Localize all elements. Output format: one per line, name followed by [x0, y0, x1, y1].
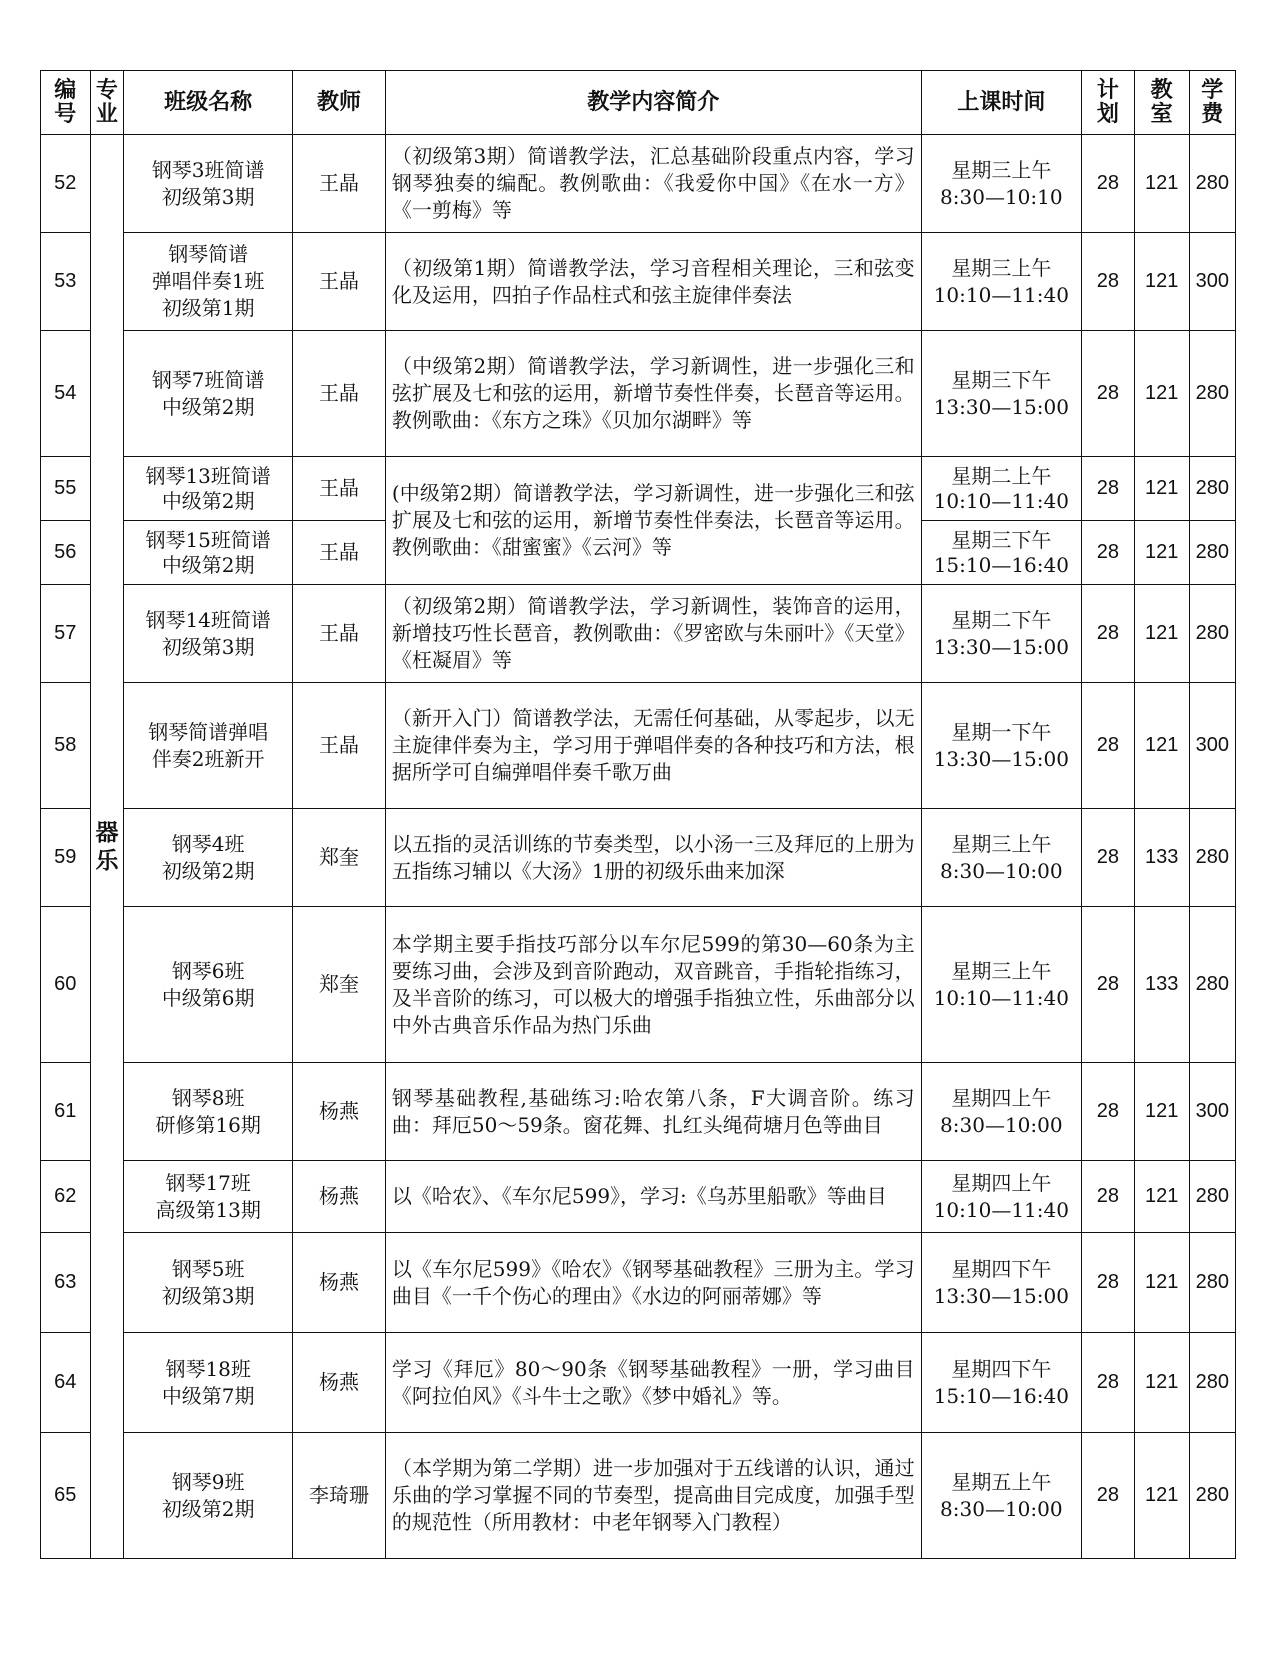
plan: 28: [1081, 135, 1134, 233]
header-plan: 计 划: [1081, 71, 1134, 135]
fee: 280: [1189, 907, 1235, 1063]
course-content: （初级第2期）简谱教学法，学习新调性，装饰音的运用，新增技巧性长琶音，教例歌曲：《罗密欧与朱丽叶》《天堂》《枉凝眉》等: [385, 585, 921, 683]
header-id: 编 号: [41, 71, 91, 135]
fee: 280: [1189, 809, 1235, 907]
teacher: 杨燕: [293, 1333, 386, 1433]
course-content: （初级第1期）简谱教学法，学习音程相关理论，三和弦变化及运用，四拍子作品柱式和弦主旋律伴奏法: [385, 233, 921, 331]
row-id: 64: [41, 1333, 91, 1433]
class-time: 星期二下午 13:30—15:00: [921, 585, 1081, 683]
header-time: 上课时间: [921, 71, 1081, 135]
fee: 280: [1189, 331, 1235, 457]
room: 133: [1134, 809, 1189, 907]
table-row: [41, 1233, 1236, 1333]
table-row: [41, 809, 1236, 907]
fee: 280: [1189, 135, 1235, 233]
teacher: 李琦珊: [293, 1433, 386, 1559]
fee: 280: [1189, 1161, 1235, 1233]
table-row: [41, 1063, 1236, 1161]
teacher: 王晶: [293, 233, 386, 331]
class-time: 星期三上午 8:30—10:10: [921, 135, 1081, 233]
plan: 28: [1081, 907, 1134, 1063]
row-id: 54: [41, 331, 91, 457]
table-row: [41, 1433, 1236, 1559]
class-name: 钢琴6班 中级第6期: [124, 907, 293, 1063]
plan: 28: [1081, 331, 1134, 457]
room: 121: [1134, 1233, 1189, 1333]
row-id: 58: [41, 683, 91, 809]
class-time: 星期四下午 13:30—15:00: [921, 1233, 1081, 1333]
class-time: 星期三下午 13:30—15:00: [921, 331, 1081, 457]
class-time: 星期三上午 8:30—10:00: [921, 809, 1081, 907]
row-id: 61: [41, 1063, 91, 1161]
room: 121: [1134, 683, 1189, 809]
teacher: 郑奎: [293, 809, 386, 907]
fee: 280: [1189, 1233, 1235, 1333]
fee: 300: [1189, 1063, 1235, 1161]
teacher: 王晶: [293, 135, 386, 233]
course-content: （新开入门）简谱教学法，无需任何基础，从零起步，以无主旋律伴奏为主，学习用于弹唱伴奏的各种技巧和方法，根据所学可自编弹唱伴奏千歌万曲: [385, 683, 921, 809]
class-name: 钢琴14班简谱 初级第3期: [124, 585, 293, 683]
row-id: 57: [41, 585, 91, 683]
fee: 280: [1189, 1433, 1235, 1559]
room: 121: [1134, 331, 1189, 457]
table-row: [41, 135, 1236, 233]
room: 133: [1134, 907, 1189, 1063]
fee: 300: [1189, 233, 1235, 331]
fee: 280: [1189, 457, 1235, 521]
table-row: [41, 233, 1236, 331]
room: 121: [1134, 521, 1189, 585]
class-time: 星期二上午 10:10—11:40: [921, 457, 1081, 521]
plan: 28: [1081, 457, 1134, 521]
header-content: 教学内容简介: [385, 71, 921, 135]
course-content: 以《哈农》、《车尔尼599》，学习:《乌苏里船歌》等曲目: [385, 1161, 921, 1233]
row-id: 52: [41, 135, 91, 233]
header-row: [41, 71, 1236, 135]
row-id: 65: [41, 1433, 91, 1559]
class-name: 钢琴17班 高级第13期: [124, 1161, 293, 1233]
class-name: 钢琴7班简谱 中级第2期: [124, 331, 293, 457]
header-class-name: 班级名称: [124, 71, 293, 135]
row-id: 56: [41, 521, 91, 585]
room: 121: [1134, 1063, 1189, 1161]
plan: 28: [1081, 1063, 1134, 1161]
header-fee: 学 费: [1189, 71, 1235, 135]
room: 121: [1134, 1161, 1189, 1233]
class-name: 钢琴简谱弹唱 伴奏2班新开: [124, 683, 293, 809]
table-row: [41, 1161, 1236, 1233]
row-id: 62: [41, 1161, 91, 1233]
room: 121: [1134, 135, 1189, 233]
class-time: 星期一下午 13:30—15:00: [921, 683, 1081, 809]
fee: 300: [1189, 683, 1235, 809]
teacher: 王晶: [293, 585, 386, 683]
class-time: 星期四上午 8:30—10:00: [921, 1063, 1081, 1161]
course-content: 钢琴基础教程,基础练习:哈农第八条，F大调音阶。练习曲：拜厄50～59条。窗花舞、扎红头绳荷塘月色等曲目: [385, 1063, 921, 1161]
plan: 28: [1081, 809, 1134, 907]
class-time: 星期三上午 10:10—11:40: [921, 907, 1081, 1063]
class-time: 星期五上午 8:30—10:00: [921, 1433, 1081, 1559]
class-name: 钢琴3班简谱 初级第3期: [124, 135, 293, 233]
header-room: 教 室: [1134, 71, 1189, 135]
row-id: 63: [41, 1233, 91, 1333]
course-content: （中级第2期）简谱教学法，学习新调性，进一步强化三和弦扩展及七和弦的运用，新增节奏性伴奏，长琶音等运用。教例歌曲：《东方之珠》《贝加尔湖畔》等: [385, 331, 921, 457]
header-teacher: 教师: [293, 71, 386, 135]
class-name: 钢琴18班 中级第7期: [124, 1333, 293, 1433]
plan: 28: [1081, 1333, 1134, 1433]
class-time: 星期四上午 10:10—11:40: [921, 1161, 1081, 1233]
table-row: [41, 457, 1236, 521]
room: 121: [1134, 1433, 1189, 1559]
row-id: 59: [41, 809, 91, 907]
room: 121: [1134, 1333, 1189, 1433]
plan: 28: [1081, 1161, 1134, 1233]
fee: 280: [1189, 521, 1235, 585]
teacher: 王晶: [293, 521, 386, 585]
plan: 28: [1081, 1233, 1134, 1333]
plan: 28: [1081, 683, 1134, 809]
table-row: [41, 1333, 1236, 1433]
room: 121: [1134, 457, 1189, 521]
row-id: 55: [41, 457, 91, 521]
course-content: 以五指的灵活训练的节奏类型，以小汤一三及拜厄的上册为五指练习辅以《大汤》1册的初级乐曲来加深: [385, 809, 921, 907]
room: 121: [1134, 585, 1189, 683]
table-row: [41, 585, 1236, 683]
plan: 28: [1081, 233, 1134, 331]
course-content: （初级第3期）简谱教学法，汇总基础阶段重点内容，学习钢琴独奏的编配。教例歌曲：《我爱你中国》《在水一方》《一剪梅》等: [385, 135, 921, 233]
class-name: 钢琴15班简谱 中级第2期: [124, 521, 293, 585]
row-id: 60: [41, 907, 91, 1063]
class-time: 星期三上午 10:10—11:40: [921, 233, 1081, 331]
room: 121: [1134, 233, 1189, 331]
course-table: [40, 70, 1236, 1559]
teacher: 郑奎: [293, 907, 386, 1063]
class-name: 钢琴13班简谱 中级第2期: [124, 457, 293, 521]
table-row: [41, 907, 1236, 1063]
fee: 280: [1189, 1333, 1235, 1433]
class-name: 钢琴9班 初级第2期: [124, 1433, 293, 1559]
class-name: 钢琴8班 研修第16期: [124, 1063, 293, 1161]
teacher: 杨燕: [293, 1233, 386, 1333]
row-id: 53: [41, 233, 91, 331]
table-row: [41, 683, 1236, 809]
plan: 28: [1081, 1433, 1134, 1559]
teacher: 王晶: [293, 331, 386, 457]
class-time: 星期三下午 15:10—16:40: [921, 521, 1081, 585]
course-content: （本学期为第二学期）进一步加强对于五线谱的认识，通过乐曲的学习掌握不同的节奏型，提高曲目完成度，加强手型的规范性（所用教材：中老年钢琴入门教程）: [385, 1433, 921, 1559]
teacher: 杨燕: [293, 1063, 386, 1161]
header-major: 专 业: [90, 71, 124, 135]
teacher: 王晶: [293, 457, 386, 521]
course-content: 学习《拜厄》80～90条《钢琴基础教程》一册，学习曲目《阿拉伯风》《斗牛士之歌》《梦中婚礼》等。: [385, 1333, 921, 1433]
class-name: 钢琴简谱 弹唱伴奏1班 初级第1期: [124, 233, 293, 331]
course-content: 本学期主要手指技巧部分以车尔尼599的第30—60条为主要练习曲，会涉及到音阶跑动，双音跳音，手指轮指练习，及半音阶的练习，可以极大的增强手指独立性，乐曲部分以中外古典音乐作品为热门乐曲: [385, 907, 921, 1063]
major-cell: 器 乐: [90, 135, 124, 1559]
plan: 28: [1081, 521, 1134, 585]
fee: 280: [1189, 585, 1235, 683]
table-row: [41, 331, 1236, 457]
course-content: 以《车尔尼599》《哈农》《钢琴基础教程》三册为主。学习曲目《一千个伤心的理由》《水边的阿丽蒂娜》等: [385, 1233, 921, 1333]
course-content-merged: (中级第2期）简谱教学法，学习新调性，进一步强化三和弦扩展及七和弦的运用，新增节奏性伴奏法，长琶音等运用。教例歌曲：《甜蜜蜜》《云河》等: [385, 457, 921, 585]
class-time: 星期四下午 15:10—16:40: [921, 1333, 1081, 1433]
teacher: 王晶: [293, 683, 386, 809]
class-name: 钢琴4班 初级第2期: [124, 809, 293, 907]
plan: 28: [1081, 585, 1134, 683]
teacher: 杨燕: [293, 1161, 386, 1233]
class-name: 钢琴5班 初级第3期: [124, 1233, 293, 1333]
